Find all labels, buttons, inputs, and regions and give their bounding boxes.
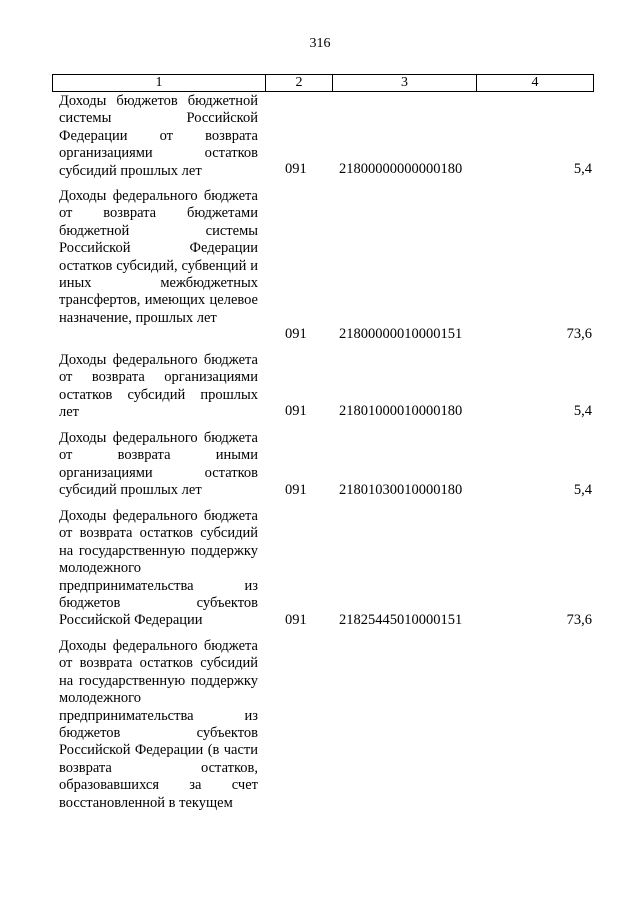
row-amount: 73,6 [566,326,592,342]
table-header [52,74,594,92]
row-code: 091 [285,612,307,628]
row-description: Доходы бюджетов бюджетной системы Российской Федерации от возврата организациями остатков субсидий прошлых лет [59,93,258,179]
row-description: Доходы федерального бюджета от возврата бюджетами бюджетной системы Российской Федерации остатков субсидий, субвенций и иных межбюджетных трансфертов, имеющих целевое назначение, прошлых лет [59,188,258,326]
row-kbk: 21801000010000180 [339,403,463,419]
header-col-3: 3 [333,75,477,91]
row-kbk: 21800000000000180 [339,161,463,177]
header-col-1: 1 [53,75,266,91]
row-description: Доходы федерального бюджета от возврата остатков субсидий на государственную поддержку молодежного предпринимательства из бюджетов субъектов Российской Федерации (в части возврата остатков, образовавшихся за счет восстановленной в текущем [59,638,258,811]
row-description: Доходы федерального бюджета от возврата иными организациями остатков субсидий прошлых лет [59,430,258,499]
row-kbk: 21800000010000151 [339,326,463,342]
row-code: 091 [285,326,307,342]
row-amount: 73,6 [566,612,592,628]
row-amount: 5,4 [573,403,592,419]
row-code: 091 [285,161,307,177]
row-kbk: 21825445010000151 [339,612,463,628]
row-description: Доходы федерального бюджета от возврата остатков субсидий на государственную поддержку молодежного предпринимательства из бюджетов субъектов Российской Федерации [59,508,258,629]
row-code: 091 [285,482,307,498]
header-col-2: 2 [266,75,333,91]
row-code: 091 [285,403,307,419]
row-amount: 5,4 [573,482,592,498]
row-amount: 5,4 [573,161,592,177]
row-description: Доходы федерального бюджета от возврата организациями остатков субсидий прошлых лет [59,352,258,421]
row-kbk: 21801030010000180 [339,482,463,498]
page-number: 316 [309,36,331,51]
header-col-4: 4 [531,75,539,90]
